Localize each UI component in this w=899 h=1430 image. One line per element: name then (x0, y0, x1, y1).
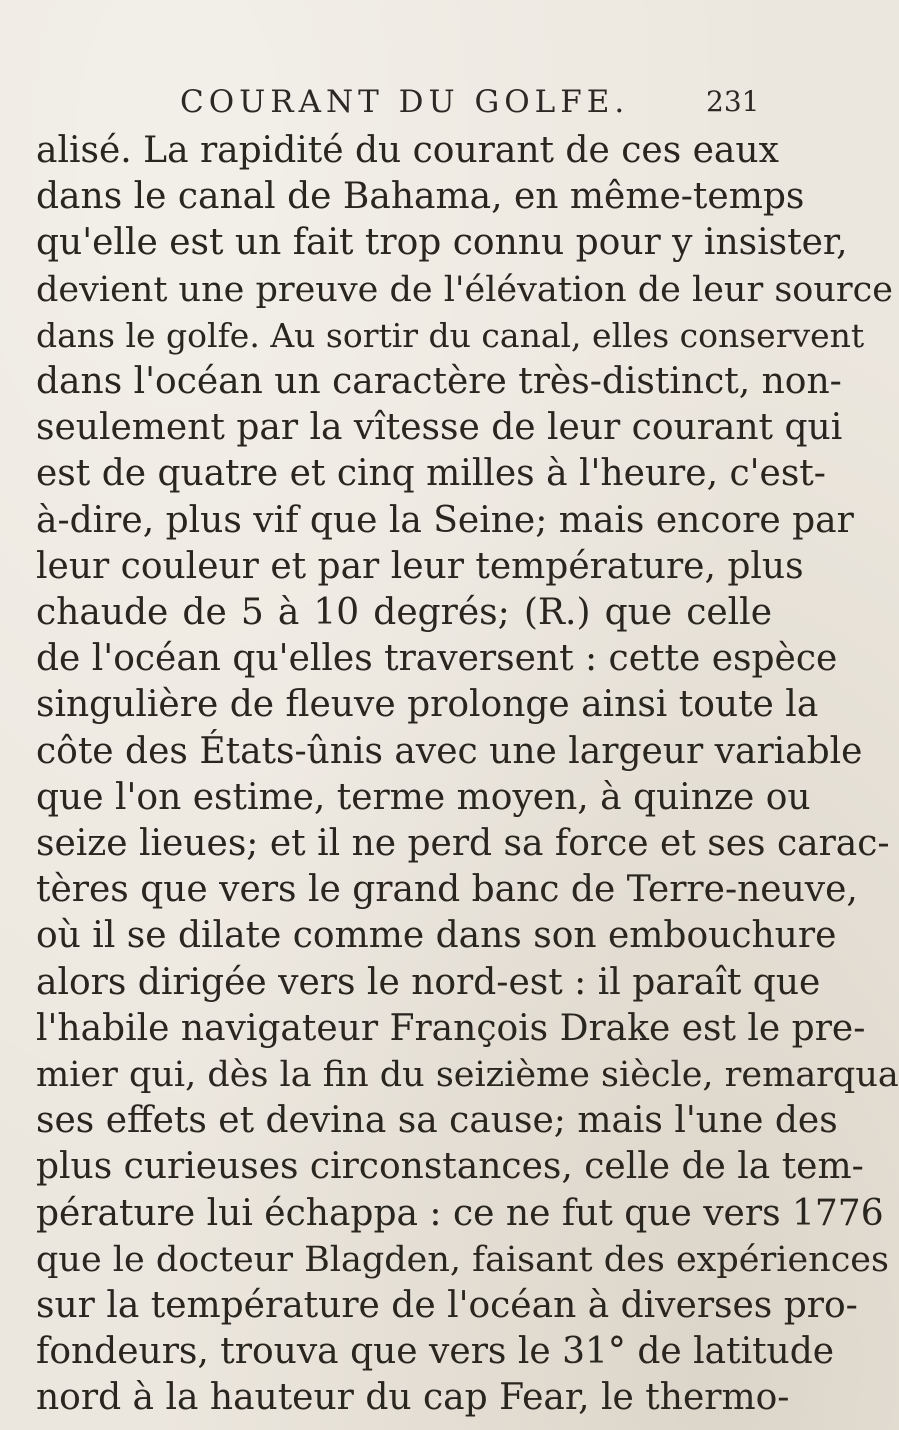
text-line: de l'océan qu'elles traversent : cette espèce (36, 638, 838, 679)
text-line: plus curieuses circonstances, celle de la tem- (36, 1146, 864, 1187)
text-line: tères que vers le grand banc de Terre-neuve, (36, 869, 858, 910)
text-line: où il se dilate comme dans son embouchure (36, 915, 837, 956)
text-line: à-dire, plus vif que la Seine; mais encore par (36, 500, 854, 541)
text-line: seulement par la vîtesse de leur courant qui (36, 407, 843, 448)
text-line: dans le canal de Bahama, en même-temps (36, 176, 805, 217)
text-line: est de quatre et cinq milles à l'heure, c'est- (36, 453, 826, 494)
page-number: 231 (706, 85, 760, 118)
text-line: côte des États-ûnis avec une largeur variable (36, 731, 863, 772)
text-line: nord à la hauteur du cap Fear, le thermo- (36, 1377, 790, 1418)
text-line: chaude de 5 à 10 degrés; (R.) que celle (36, 592, 772, 633)
text-line: alors dirigée vers le nord-est : il paraît que (36, 962, 821, 1003)
text-line: mier qui, dès la fin du seizième siècle, remarqua (36, 1055, 899, 1095)
text-line: que le docteur Blagden, faisant des expériences (36, 1240, 889, 1280)
text-line: singulière de fleuve prolonge ainsi toute la (36, 684, 819, 725)
text-line: dans le golfe. Au sortir du canal, elles conservent (36, 316, 865, 355)
text-line: ses effets et devina sa cause; mais l'une des (36, 1100, 838, 1141)
running-head (0, 80, 800, 124)
text-line: dans l'océan un caractère très-distinct, non- (36, 361, 842, 402)
text-line: pérature lui échappa : ce ne fut que vers 1776 (36, 1193, 884, 1234)
text-line: leur couleur et par leur température, plus (36, 546, 804, 587)
text-line: qu'elle est un fait trop connu pour y insister, (36, 222, 848, 263)
text-line: sur la température de l'océan à diverses pro- (36, 1285, 858, 1326)
text-line: que l'on estime, terme moyen, à quinze ou (36, 777, 811, 818)
text-line: devient une preuve de l'élévation de leur source (36, 270, 893, 310)
text-line: seize lieues; et il ne perd sa force et ses carac- (36, 823, 890, 864)
text-line: l'habile navigateur François Drake est le pre- (36, 1008, 866, 1049)
text-line: alisé. La rapidité du courant de ces eaux (36, 130, 779, 171)
running-title: COURANT DU GOLFE. (180, 84, 630, 120)
text-line: fondeurs, trouva que vers le 31° de latitude (36, 1331, 835, 1372)
